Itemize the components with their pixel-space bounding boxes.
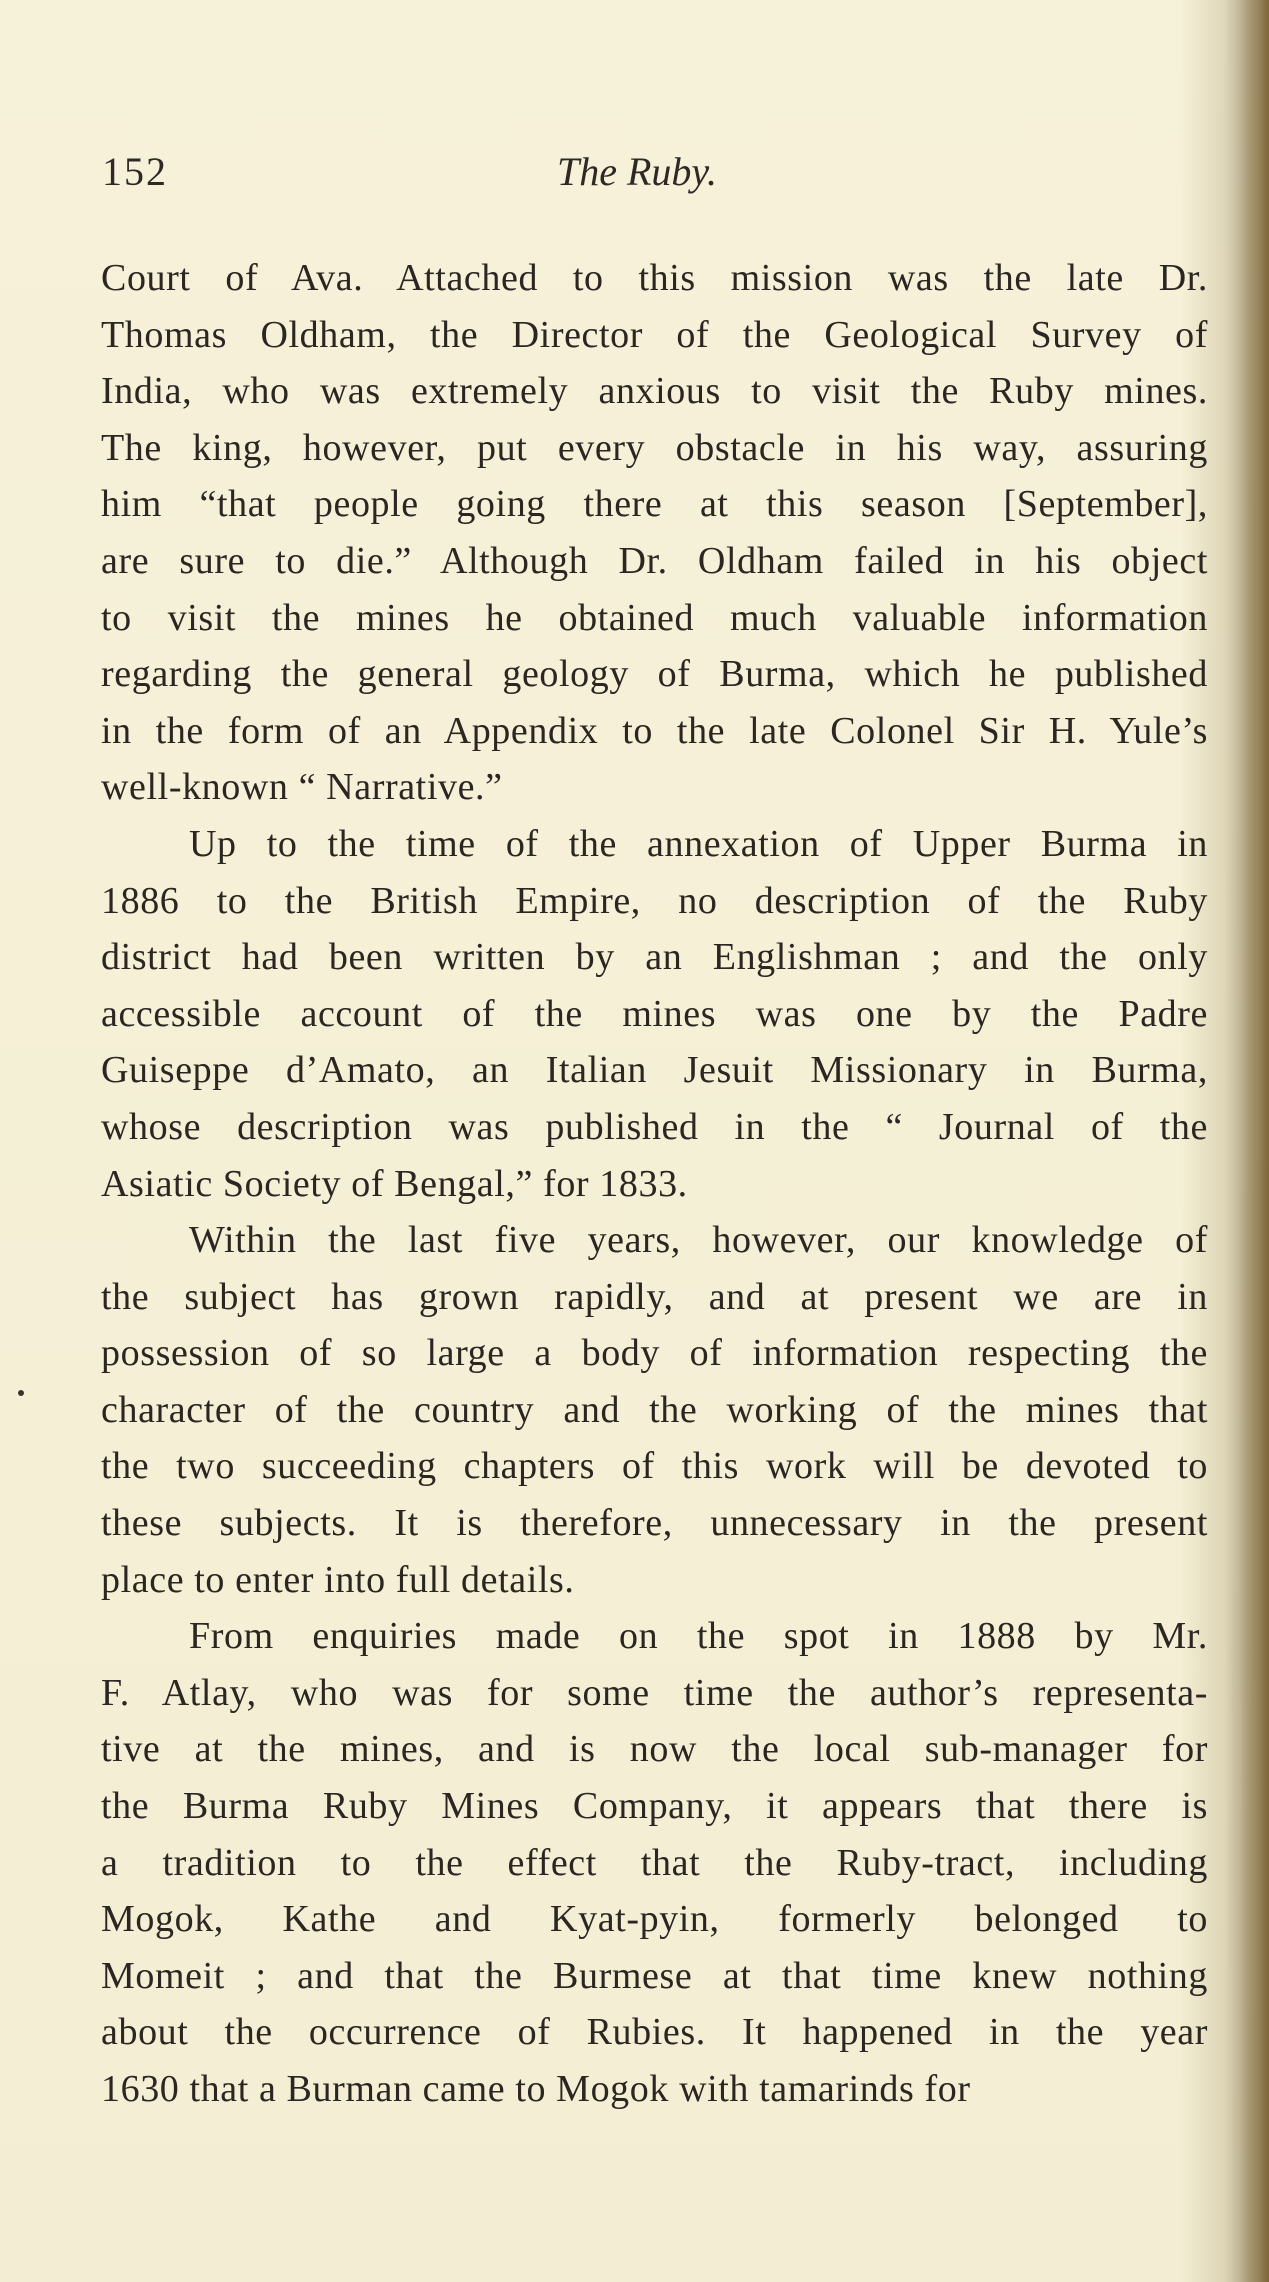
text-line: character of the country and the working of the mines that (101, 1388, 1208, 1431)
text-line: the Burma Ruby Mines Company, it appears that there is (101, 1785, 1208, 1828)
text-line: Up to the time of the annexation of Upper Burma in (189, 822, 1208, 865)
margin-speck (18, 1390, 24, 1396)
text-line: him “that people going there at this season [September], (101, 483, 1208, 526)
text-line: place to enter into full details. (101, 1558, 575, 1601)
paragraph (101, 1608, 1208, 2117)
text-line: Asiatic Society of Bengal,” for 1833. (101, 1162, 688, 1205)
text-line: are sure to die.” Although Dr. Oldham failed in his object (101, 539, 1208, 582)
text-line: From enquiries made on the spot in 1888 by Mr. (189, 1615, 1208, 1658)
text-line: regarding the general geology of Burma, which he published (101, 653, 1208, 696)
paragraph (101, 1212, 1208, 1608)
text-line: Guiseppe d’Amato, an Italian Jesuit Missionary in Burma, (101, 1049, 1208, 1092)
text-line: The king, however, put every obstacle in his way, assuring (101, 426, 1208, 469)
text-line: Court of Ava. Attached to this mission was the late Dr. (101, 257, 1208, 299)
text-line: district had been written by an Englishman ; and the only (101, 936, 1208, 979)
text-line: well-known “ Narrative.” (101, 766, 503, 809)
page-gutter-shadow (1239, 0, 1269, 2282)
text-line: possession of so large a body of information respecting the (101, 1332, 1208, 1375)
text-line: the subject has grown rapidly, and at present we are in (101, 1275, 1208, 1318)
paragraph (101, 250, 1208, 816)
paragraph (101, 816, 1208, 1212)
running-title: The Ruby. (557, 149, 717, 194)
page-number: 152 (102, 149, 168, 194)
text-line: to visit the mines he obtained much valuable information (101, 596, 1208, 639)
text-line: tive at the mines, and is now the local sub-manager for (101, 1728, 1208, 1771)
text-line: F. Atlay, who was for some time the author’s representa- (101, 1671, 1208, 1714)
running-header (102, 148, 1212, 198)
body-text (101, 250, 1208, 2118)
text-line: a tradition to the effect that the Ruby-tract, including (101, 1841, 1208, 1884)
text-line: about the occurrence of Rubies. It happened in the year (101, 2011, 1208, 2054)
text-line: India, who was extremely anxious to visit the Ruby mines. (101, 370, 1208, 413)
text-line: Mogok, Kathe and Kyat-pyin, formerly belonged to (101, 1898, 1208, 1941)
text-line: 1630 that a Burman came to Mogok with tamarinds for (101, 2068, 971, 2110)
text-line: in the form of an Appendix to the late Colonel Sir H. Yule’s (101, 709, 1208, 752)
text-line: accessible account of the mines was one by the Padre (101, 992, 1208, 1035)
text-line: Within the last five years, however, our knowledge of (189, 1219, 1208, 1262)
text-line: the two succeeding chapters of this work will be devoted to (101, 1445, 1208, 1488)
text-line: these subjects. It is therefore, unnecessary in the present (101, 1502, 1208, 1545)
text-line: Momeit ; and that the Burmese at that time knew nothing (101, 1954, 1208, 1997)
text-line: whose description was published in the “ Journal of the (101, 1105, 1208, 1148)
text-line: 1886 to the British Empire, no description of the Ruby (101, 879, 1208, 922)
text-line: Thomas Oldham, the Director of the Geological Survey of (101, 313, 1208, 356)
